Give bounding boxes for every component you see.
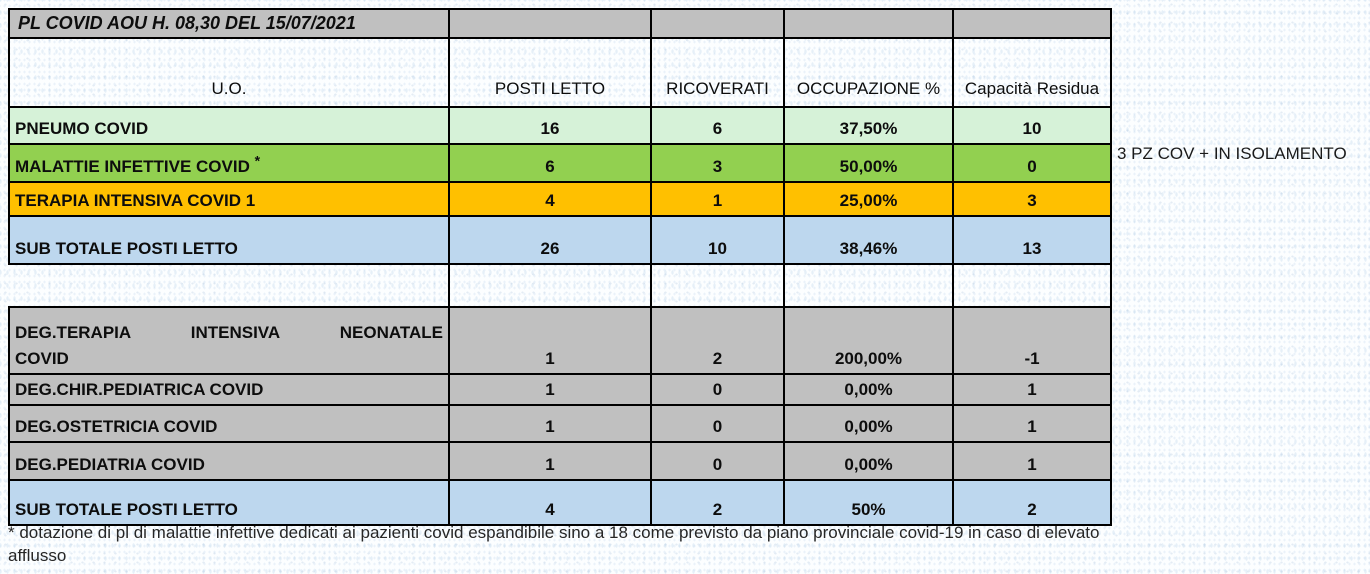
row-label: MALATTIE INFETTIVE COVID <box>15 157 250 176</box>
col-header-uo[interactable] <box>9 38 449 107</box>
col-header-label: Capacità Residua <box>964 79 1100 98</box>
uo-cell[interactable] <box>9 182 449 216</box>
row-label: PNEUMO COVID <box>15 119 149 138</box>
uo-cell[interactable] <box>9 216 449 264</box>
cell-value: -1 <box>1024 349 1040 368</box>
table-row <box>9 442 1111 480</box>
capacita-residua-cell[interactable] <box>953 374 1111 405</box>
table-row <box>9 480 1111 525</box>
posti-letto-cell[interactable] <box>449 480 651 525</box>
title-filler-cell[interactable] <box>784 9 953 38</box>
spreadsheet <box>8 8 1112 526</box>
row-label: DEG.TERAPIA INTENSIVA NEONATALE <box>15 323 443 342</box>
cell-value: 0 <box>712 417 723 436</box>
sheet-title: PL COVID AOU H. 08,30 DEL 15/07/2021 <box>18 12 356 33</box>
occupazione-cell[interactable] <box>784 480 953 525</box>
capacita-residua-cell[interactable] <box>953 480 1111 525</box>
ricoverati-cell[interactable] <box>651 442 784 480</box>
cell-value: 3 <box>1027 191 1037 210</box>
occupazione-cell[interactable] <box>784 216 953 264</box>
uo-cell[interactable] <box>9 264 449 307</box>
posti-letto-cell[interactable] <box>449 307 651 374</box>
table-row <box>9 182 1111 216</box>
cell-value: 1 <box>545 380 555 399</box>
row-label: COVID <box>15 349 69 368</box>
cell-value: 4 <box>545 191 555 210</box>
capacita-residua-cell[interactable] <box>953 182 1111 216</box>
asterisk-note-marker: * <box>254 152 261 169</box>
cell-value: 1 <box>712 191 723 210</box>
table-row <box>9 374 1111 405</box>
cell-value: 0,00% <box>844 455 893 474</box>
uo-cell[interactable] <box>9 307 449 374</box>
cell-value: 0,00% <box>844 380 893 399</box>
header-row <box>9 38 1111 107</box>
cell-value: 1 <box>545 455 555 474</box>
posti-letto-cell[interactable] <box>449 374 651 405</box>
ricoverati-cell[interactable] <box>651 405 784 442</box>
row-label: SUB TOTALE POSTI LETTO <box>15 500 238 519</box>
cell-value: 6 <box>712 119 723 138</box>
uo-cell[interactable] <box>9 107 449 144</box>
row-label: SUB TOTALE POSTI LETTO <box>15 239 238 258</box>
table-row <box>9 307 1111 374</box>
ricoverati-cell[interactable] <box>651 480 784 525</box>
occupazione-cell[interactable] <box>784 442 953 480</box>
table-row <box>9 107 1111 144</box>
row-label: DEG.OSTETRICIA COVID <box>15 417 218 436</box>
cell-value: 3 <box>712 157 723 176</box>
uo-cell[interactable] <box>9 442 449 480</box>
table-row <box>9 405 1111 442</box>
cell-value: 1 <box>1027 380 1037 399</box>
cell-value: 50,00% <box>839 157 898 176</box>
title-filler-cell[interactable] <box>449 9 651 38</box>
ricoverati-cell[interactable] <box>651 182 784 216</box>
uo-cell[interactable] <box>9 374 449 405</box>
col-header-label: RICOVERATI <box>666 79 769 98</box>
capacita-residua-cell[interactable] <box>953 264 1111 307</box>
uo-cell[interactable] <box>9 405 449 442</box>
ricoverati-cell[interactable] <box>651 264 784 307</box>
cell-value: 0 <box>1027 157 1037 176</box>
cell-value: 50% <box>851 500 886 519</box>
cell-value: 1 <box>545 349 555 368</box>
occupazione-cell[interactable] <box>784 405 953 442</box>
cell-value: 10 <box>1022 119 1042 138</box>
col-header-occupazione[interactable] <box>784 38 953 107</box>
ricoverati-cell[interactable] <box>651 307 784 374</box>
row-label: TERAPIA INTENSIVA COVID 1 <box>15 191 256 210</box>
cell-value: 4 <box>545 500 555 519</box>
cell-value: 1 <box>1027 417 1037 436</box>
cell-value: 13 <box>1022 239 1042 258</box>
table-body <box>9 107 1111 525</box>
col-header-label: POSTI LETTO <box>494 79 606 98</box>
capacita-residua-cell[interactable] <box>953 216 1111 264</box>
posti-letto-cell[interactable] <box>449 182 651 216</box>
spacer-row <box>9 264 1111 307</box>
capacita-residua-cell[interactable] <box>953 144 1111 182</box>
title-filler-cell[interactable] <box>651 9 784 38</box>
table-row <box>9 144 1111 182</box>
ricoverati-cell[interactable] <box>651 374 784 405</box>
title-filler-cell[interactable] <box>953 9 1111 38</box>
cell-value: 1 <box>1027 455 1037 474</box>
capacita-residua-cell[interactable] <box>953 405 1111 442</box>
cell-value: 26 <box>540 239 560 258</box>
row-label: DEG.CHIR.PEDIATRICA COVID <box>15 380 264 399</box>
cell-value: 10 <box>708 239 727 258</box>
uo-cell[interactable] <box>9 480 449 525</box>
cell-value: 0 <box>712 380 723 399</box>
cell-value: 2 <box>1027 500 1037 519</box>
isolation-side-note: 3 PZ COV + IN ISOLAMENTO <box>1117 144 1347 163</box>
capacita-residua-cell[interactable] <box>953 107 1111 144</box>
col-header-label: OCCUPAZIONE % <box>796 79 941 98</box>
cell-value: 2 <box>712 500 723 519</box>
cell-value: 0 <box>712 455 723 474</box>
capacita-residua-cell[interactable] <box>953 307 1111 374</box>
table-row <box>9 216 1111 264</box>
cell-value: 2 <box>712 349 723 368</box>
cell-value: 38,46% <box>839 239 898 258</box>
cell-value: 16 <box>540 119 560 138</box>
posti-letto-cell[interactable] <box>449 442 651 480</box>
occupazione-cell[interactable] <box>784 107 953 144</box>
cell-value: 25,00% <box>839 191 898 210</box>
beds-table <box>8 8 1112 526</box>
posti-letto-cell[interactable] <box>449 144 651 182</box>
occupazione-cell[interactable] <box>784 264 953 307</box>
ricoverati-cell[interactable] <box>651 216 784 264</box>
posti-letto-cell[interactable] <box>449 405 651 442</box>
col-header-posti-letto[interactable] <box>449 38 651 107</box>
cell-value: 200,00% <box>834 349 903 368</box>
col-header-ricoverati[interactable] <box>651 38 784 107</box>
uo-cell[interactable] <box>9 144 449 182</box>
posti-letto-cell[interactable] <box>449 216 651 264</box>
title-row <box>9 9 1111 38</box>
occupazione-cell[interactable] <box>784 144 953 182</box>
title-cell[interactable] <box>9 9 449 38</box>
cell-value: 37,50% <box>839 119 898 138</box>
ricoverati-cell[interactable] <box>651 107 784 144</box>
occupazione-cell[interactable] <box>784 307 953 374</box>
cell-value: 1 <box>545 417 555 436</box>
occupazione-cell[interactable] <box>784 182 953 216</box>
posti-letto-cell[interactable] <box>449 107 651 144</box>
ricoverati-cell[interactable] <box>651 144 784 182</box>
cell-value: 6 <box>545 157 555 176</box>
col-header-label: U.O. <box>211 79 247 98</box>
col-header-capacita-residua[interactable] <box>953 38 1111 107</box>
occupazione-cell[interactable] <box>784 374 953 405</box>
cell-value: 0,00% <box>844 417 893 436</box>
posti-letto-cell[interactable] <box>449 264 651 307</box>
row-label: DEG.PEDIATRIA COVID <box>15 455 205 474</box>
footnote: * dotazione di pl di malattie infettive dedicati ai pazienti covid espandibile sino a 18 come previsto da piano provinciale covid-19 in caso di elevato afflusso <box>8 523 1100 565</box>
capacita-residua-cell[interactable] <box>953 442 1111 480</box>
